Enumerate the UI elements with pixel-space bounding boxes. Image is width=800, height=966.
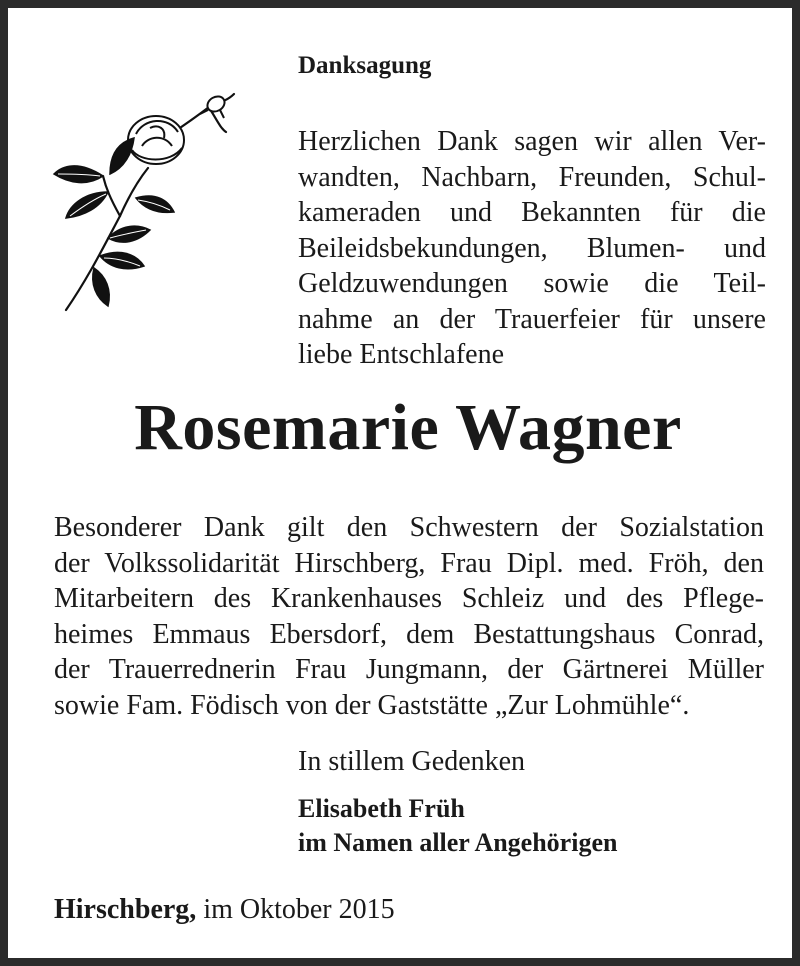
signature-block bbox=[298, 792, 617, 860]
text-line: heimes Emmaus Ebersdorf, dem Bestattungshaus Conrad, bbox=[54, 618, 764, 650]
place-name: Hirschberg, bbox=[54, 894, 197, 925]
text-line: der Trauerrednerin Frau Jungmann, der Gärtnerei Müller bbox=[54, 654, 764, 685]
text-line: Mitarbeitern des Krankenhauses Schleiz und des Pflege- bbox=[54, 583, 764, 614]
text-line: kameraden und Bekannten für die bbox=[298, 197, 766, 228]
signer-role: im Namen aller Angehörigen bbox=[298, 828, 618, 857]
special-thanks-paragraph bbox=[54, 510, 764, 723]
deceased-name: Rosemarie Wagner bbox=[134, 391, 682, 464]
text-line: sowie Fam. Födisch von der Gaststätte „Zur Lohmühle“. bbox=[54, 689, 690, 721]
thanks-paragraph bbox=[298, 124, 766, 373]
text-line: Geldzuwendungen sowie die Teil- bbox=[298, 268, 766, 299]
signer-name: Elisabeth Früh bbox=[298, 794, 465, 823]
text-line: Beileidsbekundungen, Blumen- und bbox=[298, 232, 766, 264]
rose-icon bbox=[48, 88, 238, 318]
date-text: im Oktober 2015 bbox=[203, 894, 395, 925]
text-line: liebe Entschlafene bbox=[298, 339, 505, 370]
text-line: nahme an der Trauerfeier für unsere bbox=[298, 303, 766, 335]
notice-heading: Danksagung bbox=[298, 52, 432, 79]
place-date-line bbox=[54, 894, 395, 926]
text-line: wandten, Nachbarn, Freunden, Schul- bbox=[298, 161, 766, 193]
memorial-phrase: In stillem Gedenken bbox=[298, 746, 526, 777]
text-line: der Volkssolidarität Hirschberg, Frau Dipl. med. Fröh, den bbox=[54, 547, 764, 579]
text-line: Herzlichen Dank sagen wir allen Ver- bbox=[298, 126, 766, 157]
text-line: Besonderer Dank gilt den Schwestern der Sozialstation bbox=[54, 512, 764, 543]
